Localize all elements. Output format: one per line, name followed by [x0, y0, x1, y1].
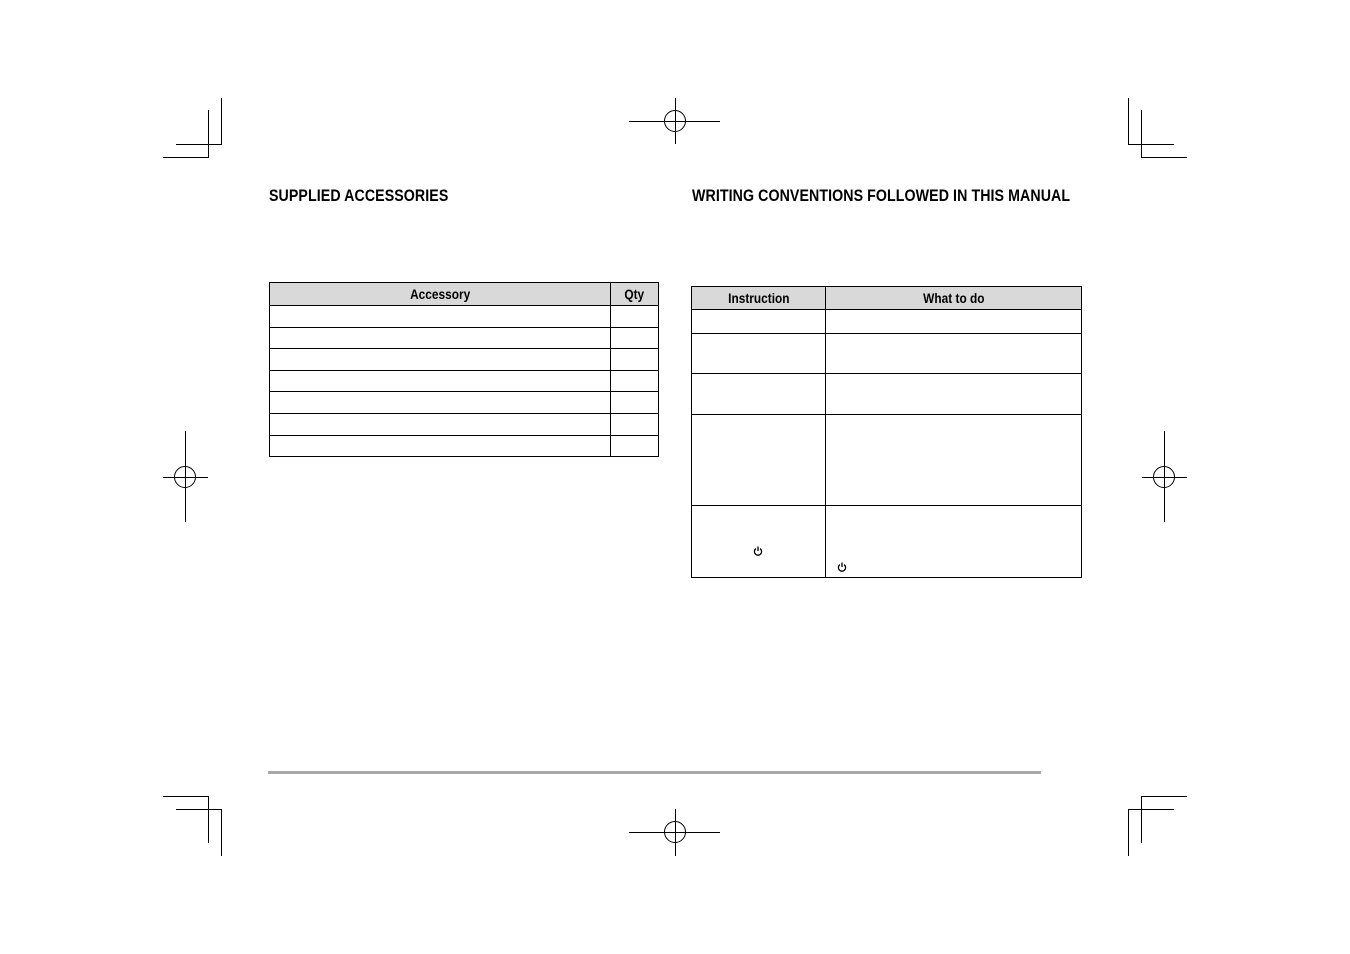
instruction-column-header: Instruction: [692, 287, 826, 310]
table-row: [270, 349, 659, 371]
writing-conventions-table: [691, 286, 1082, 578]
power-icon: [753, 546, 763, 559]
table-row: [270, 413, 659, 435]
accessory-column-header: Accessory: [270, 283, 611, 306]
supplied-accessories-heading: SUPPLIED ACCESSORIES: [269, 187, 449, 205]
what-to-do-column-header: What to do: [826, 287, 1082, 310]
writing-conventions-heading: WRITING CONVENTIONS FOLLOWED IN THIS MANUAL: [692, 187, 1071, 205]
table-row: [270, 392, 659, 414]
table-row: [270, 327, 659, 349]
table-row: [692, 506, 1082, 578]
table-row: [270, 435, 659, 457]
qty-column-header: Qty: [611, 283, 659, 306]
table-row: [692, 310, 1082, 334]
power-icon: [837, 562, 847, 575]
accessories-table: [269, 282, 659, 457]
table-row: [692, 334, 1082, 374]
page-footer-rule: [268, 771, 1041, 774]
table-row: [692, 374, 1082, 415]
table-row: [270, 370, 659, 392]
table-row: [270, 306, 659, 328]
table-row: [692, 415, 1082, 506]
